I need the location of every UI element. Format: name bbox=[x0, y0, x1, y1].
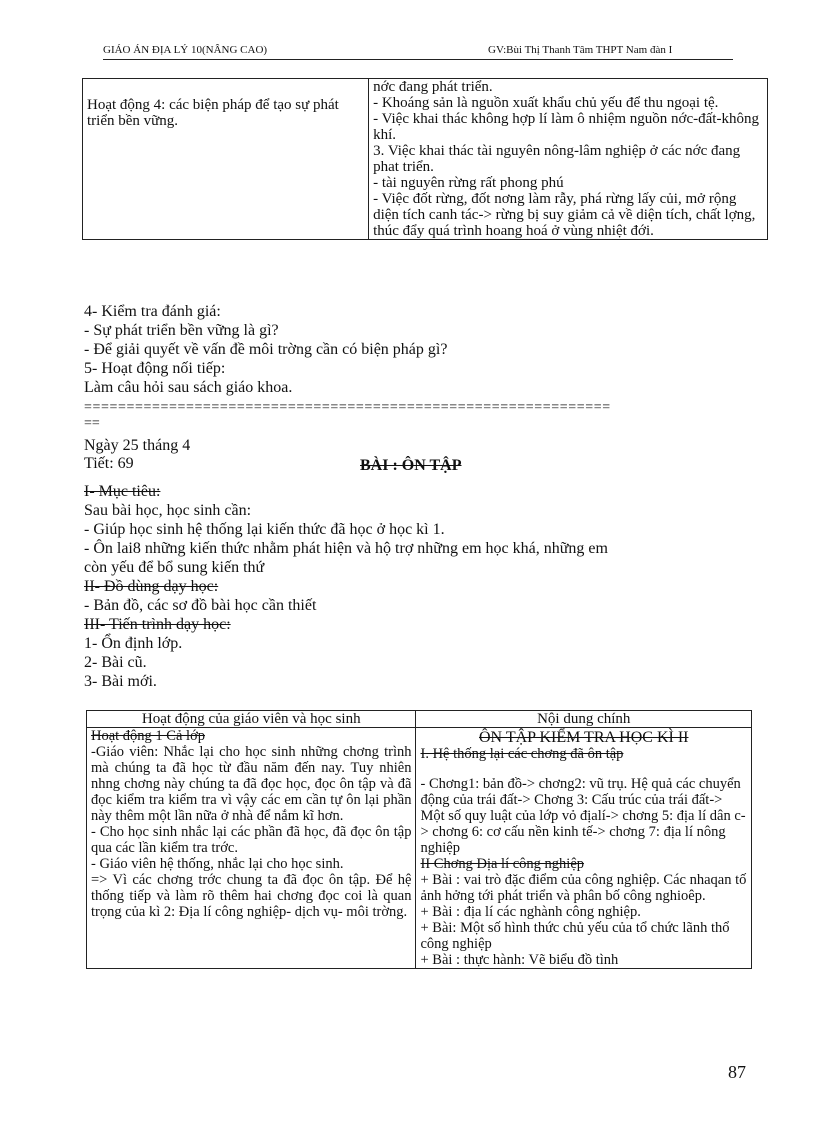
process-line: 1- Ổn định lớp. bbox=[84, 635, 183, 652]
activity-paragraph: - Cho học sinh nhắc lại các phần đã học, đã đọc ôn tập qua các lần kiểm tra trớc. bbox=[91, 824, 412, 856]
lesson-period: Tiết: 69 bbox=[84, 455, 134, 472]
lesson-item: + Bài : thực hành: Vẽ biểu đồ tình bbox=[420, 952, 619, 968]
table1-right-line: 3. Việc khai thác tài nguyên nông-lâm nghiệp ở các nớc đang phat triển. bbox=[373, 143, 741, 175]
header-right: GV:Bùi Thị Thanh Tâm THPT Nam đàn I bbox=[488, 44, 673, 56]
activity-title: Hoạt động 1 Cả lớp bbox=[91, 728, 205, 744]
lesson-date: Ngày 25 tháng 4 bbox=[84, 437, 191, 454]
review-line: 5- Hoạt động nối tiếp: bbox=[84, 360, 226, 377]
table1-right-line: nớc đang phát triển. bbox=[373, 79, 493, 95]
table1-right-cell bbox=[369, 79, 768, 240]
activity-table-main bbox=[86, 710, 752, 969]
review-title: ÔN TẬP KIỂM TRA HỌC KÌ II bbox=[479, 729, 689, 746]
section-heading: II Chơng Địa lí công nghiệp bbox=[420, 856, 584, 872]
process-line: 2- Bài cũ. bbox=[84, 654, 147, 671]
chapter-list: - Chơng1: bản đồ-> chơng2: vũ trụ. Hệ quả các chuyển động của trái đất-> Chơng 3: Cấu trúc của trái đất-> Một số quy luật của lớp vỏ địalí-> chơng 5: địa lí dân c-> chơng 6: cơ cấu nền kinh tế-> chơng 7: địa lí nông nghiệp bbox=[420, 776, 746, 856]
table1-right-line: - Việc đốt rừng, đốt nơng làm rẫy, phá rừng lấy củi, mở rộng diện tích canh tác-> rừng bị suy giảm cả về diện tích, chất lợng, thúc đẩy quá trình hoang hoá ở vùng nhiệt đới. bbox=[373, 191, 756, 239]
header-left: GIÁO ÁN ĐỊA LÝ 10(NÂNG CAO) bbox=[103, 44, 268, 56]
lesson-title: BÀI : ÔN TẬP bbox=[360, 457, 462, 474]
objectives-heading: I- Mục tiêu: bbox=[84, 483, 161, 500]
page-number: 87 bbox=[728, 1062, 746, 1082]
separator-tail: == bbox=[84, 416, 100, 431]
separator: ============================================================== bbox=[84, 400, 611, 415]
lesson-item: + Bài : địa lí các nghành công nghiệp. bbox=[420, 904, 641, 920]
col1-header: Hoạt động của giáo viên và học sinh bbox=[87, 711, 416, 728]
lesson-item: + Bài : vai trò đặc điểm của công nghiệp. Các nhaqan tố ảnh hởng tới phát triển và phân bố công nghioêp. bbox=[420, 872, 747, 904]
activity-paragraph: -Giáo viên: Nhắc lại cho học sinh những chơng trình mà chúng ta đã học từ đầu năm đến nay. Tuy nhiên nhng chơng này chúng ta đã đọc học, đọc ôn tập và đã đọc kiểm tra kiểm tra vì vậy các em cần tự ôn lại phần này thêm một lần nữa ở nhà để nắm kĩ hơn. bbox=[91, 744, 412, 824]
activity-table-top bbox=[82, 78, 768, 240]
review-line: - Sự phát triển bền vững là gì? bbox=[84, 322, 279, 339]
objectives-line: Sau bài học, học sinh cần: bbox=[84, 502, 252, 519]
col2-header: Nội dung chính bbox=[416, 711, 752, 728]
process-line: 3- Bài mới. bbox=[84, 673, 157, 690]
table1-right-line: - tài nguyên rừng rất phong phú bbox=[373, 175, 564, 191]
review-line: Làm câu hỏi sau sách giáo khoa. bbox=[84, 379, 293, 396]
objectives-line: còn yếu để bổ sung kiến thứ bbox=[84, 559, 265, 576]
header-divider bbox=[103, 59, 733, 60]
table1-right-line: - Khoáng sản là nguồn xuất khẩu chủ yếu để thu ngoại tệ. bbox=[373, 95, 719, 111]
review-line: - Để giải quyết về vấn đề môi trờng cần có biện pháp gì? bbox=[84, 341, 448, 358]
objectives-line: - Ôn lai8 những kiến thức nhằm phát hiện và hộ trợ những em học khá, những em bbox=[84, 540, 608, 557]
section-heading: I. Hệ thống lại các chơng đã ôn tập bbox=[420, 746, 624, 762]
table2-left-cell bbox=[87, 728, 416, 969]
lesson-item: + Bài: Một số hình thức chủ yếu của tổ chức lãnh thổ công nghiệp bbox=[420, 920, 730, 952]
materials-line: - Bản đồ, các sơ đồ bài học cần thiết bbox=[84, 597, 317, 614]
activity-paragraph: - Giáo viên hệ thống, nhắc lại cho học sinh. bbox=[91, 856, 344, 872]
objectives-line: - Giúp học sinh hệ thống lại kiến thức đã học ở học kì 1. bbox=[84, 521, 445, 538]
table1-left-cell bbox=[83, 79, 369, 240]
materials-heading: II- Đồ dùng dạy học: bbox=[84, 578, 219, 595]
table1-right-line: - Việc khai thác không hợp lí làm ô nhiệm nguồn nớc-đất-không khí. bbox=[373, 111, 759, 143]
review-heading: 4- Kiểm tra đánh giá: bbox=[84, 303, 221, 320]
table2-right-cell bbox=[416, 728, 752, 969]
table1-left-text: Hoạt động 4: các biện pháp để tạo sự phát triển bền vững. bbox=[87, 97, 339, 129]
process-heading: III- Tiến trình dạy học: bbox=[84, 616, 231, 633]
activity-paragraph: => Vì các chơng trớc chung ta đã đọc ôn tập. Để hệ thống tiếp và làm rõ thêm hai chơng đọc coi là quan trọng của kì 2: Địa lí công nghiệp- dịch vụ- môi trờng. bbox=[91, 872, 412, 920]
